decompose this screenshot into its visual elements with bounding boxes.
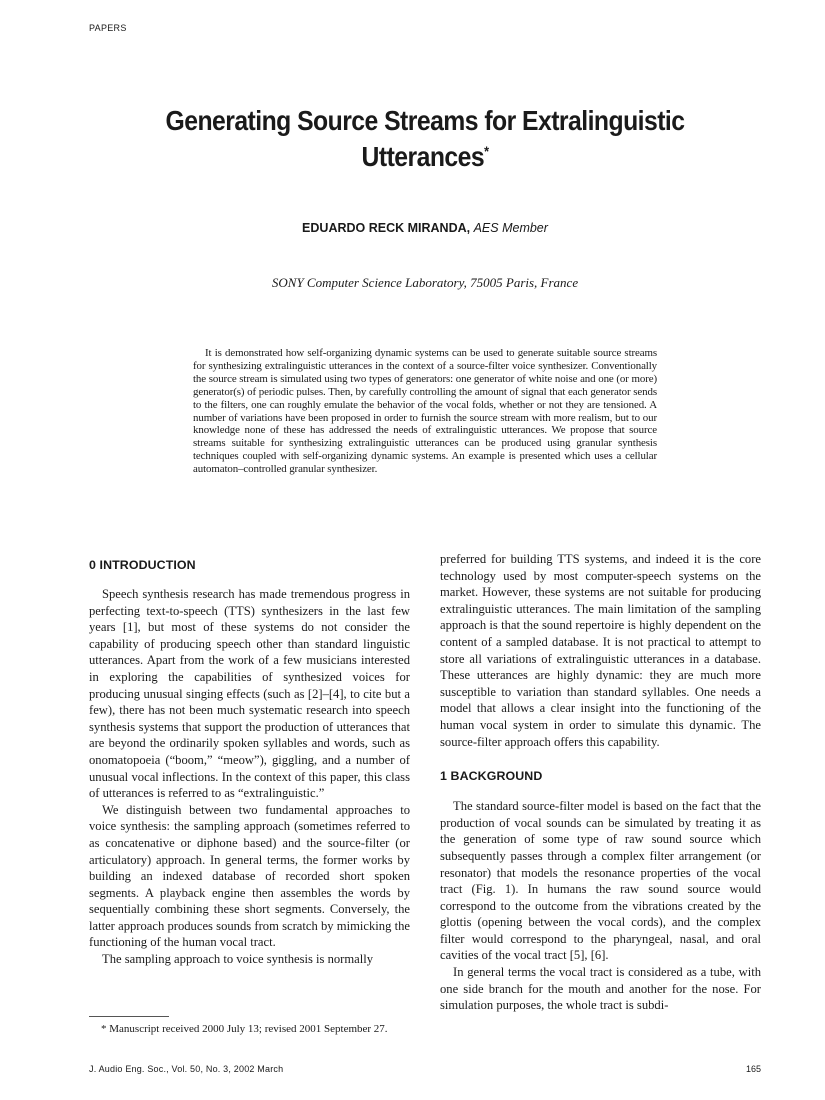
journal-citation: J. Audio Eng. Soc., Vol. 50, No. 3, 2002 March bbox=[89, 1064, 284, 1074]
footnote-divider bbox=[89, 1016, 169, 1017]
author-line bbox=[100, 221, 750, 235]
affiliation: SONY Computer Science Laboratory, 75005 Paris, France bbox=[271, 275, 579, 290]
paragraph: Speech synthesis research has made tremendous progress in perfecting text-to-speech (TTS) synthesizers in the last few years [1], but most of these systems do not consider the capability of producing speech other than standard linguistic utterances. Apart from the work of a few musicians interested in exploring the capabilities of synthesized voices for producing unusual singing effects (such as [2]–[4], to cite but a few), there has not been much systematic research into speech synthesis systems that support the production of utterances that are beyond the ordinarily spoken syllables and words, such as onomatopoeia (“boom,” “meow”), giggling, and a number of unusual vocal inflections. In the context of this paper, this class of utterances is referred to as “extralinguistic.” bbox=[89, 587, 410, 801]
title-line-1: Generating Source Streams for Extralinguistic bbox=[165, 105, 685, 136]
paper-title bbox=[133, 103, 718, 175]
left-column bbox=[89, 557, 410, 968]
right-column bbox=[440, 551, 761, 1014]
paragraph: preferred for building TTS systems, and indeed it is the core technology used by most computer-speech systems on the market. However, these systems are not suitable for producing extralinguistic utterances. The main limitation of the sampling approach is that the sound repertoire is highly dependent on the content of a sampled database. It is not practical to attempt to store all variations of extralinguistic utterances in a database. These utterances are highly dynamic: they are much more susceptible to variation than standard syllables. One needs a model that allows a clear insight into the functioning of the human vocal system in order to simulate this dynamic. The source-filter approach offers this capability. bbox=[440, 552, 761, 749]
title-line-2 bbox=[133, 139, 718, 175]
author-membership: AES Member bbox=[473, 221, 548, 235]
paragraph: In general terms the vocal tract is considered as a tube, with one side branch for the mouth and another for the nose. For simulation purposes, the whole tract is subdi- bbox=[440, 965, 761, 1013]
paragraph: The standard source-filter model is based on the fact that the production of vocal sounds can be simulated by treating it as the generation of some type of raw sound source which subsequently passes through a complex filter arrangement (or resonator) that models the resonance properties of the vocal tract (Fig. 1). In humans the raw sound source would correspond to the outcome from the vibrations created by the glottis (opening between the vocal cords), and the complex filter would correspond to the pharyngeal, nasal, and oral cavities of the vocal tract [5], [6]. bbox=[440, 799, 761, 963]
title-footnote-mark: * bbox=[484, 142, 489, 159]
abstract: It is demonstrated how self-organizing dynamic systems can be used to generate suitable source streams for synthesizing extralinguistic utterances in the context of a source-filter voice synthesizer. Conventionally the source stream is simulated using two types of generators: one generator of white noise and one (or more) generator(s) of periodic pulses. Then, by carefully controlling the amount of signal that each generator sends to the filters, one can roughly emulate the behavior of the vocal folds, whether or not they are tensioned. A number of variations have been proposed in order to furnish the source stream with more realism, but to our knowledge none of these has addressed the needs of extralinguistic utterances. We propose that source streams suitable for synthesizing extralinguistic utterances can be produced using granular synthesis techniques coupled with self-organizing dynamic systems. An example is presented which uses a cellular automaton–controlled granular synthesizer. bbox=[193, 347, 657, 476]
section-heading-background: 1 BACKGROUND bbox=[440, 769, 543, 784]
author-name: EDUARDO RECK MIRANDA, bbox=[302, 221, 471, 235]
footnote: * Manuscript received 2000 July 13; revised 2001 September 27. bbox=[101, 1023, 388, 1035]
paragraph: We distinguish between two fundamental approaches to voice synthesis: the sampling approach (sometimes referred to as concatenative or diphone based) and the source-filter (or articulatory) approach. In general terms, the former works by building an indexed database of recorded short spoken segments. A playback engine then assembles the words by sequentially combining these short segments. Conversely, the latter approach produces sounds from scratch by mimicking the functioning of the human vocal tract. bbox=[89, 802, 410, 950]
running-head: PAPERS bbox=[89, 23, 127, 33]
title-line-2-text: Utterances bbox=[361, 141, 485, 172]
page-number: 165 bbox=[745, 1064, 761, 1074]
section-heading-introduction: 0 INTRODUCTION bbox=[89, 558, 196, 572]
paragraph: The sampling approach to voice synthesis is normally bbox=[102, 952, 374, 967]
